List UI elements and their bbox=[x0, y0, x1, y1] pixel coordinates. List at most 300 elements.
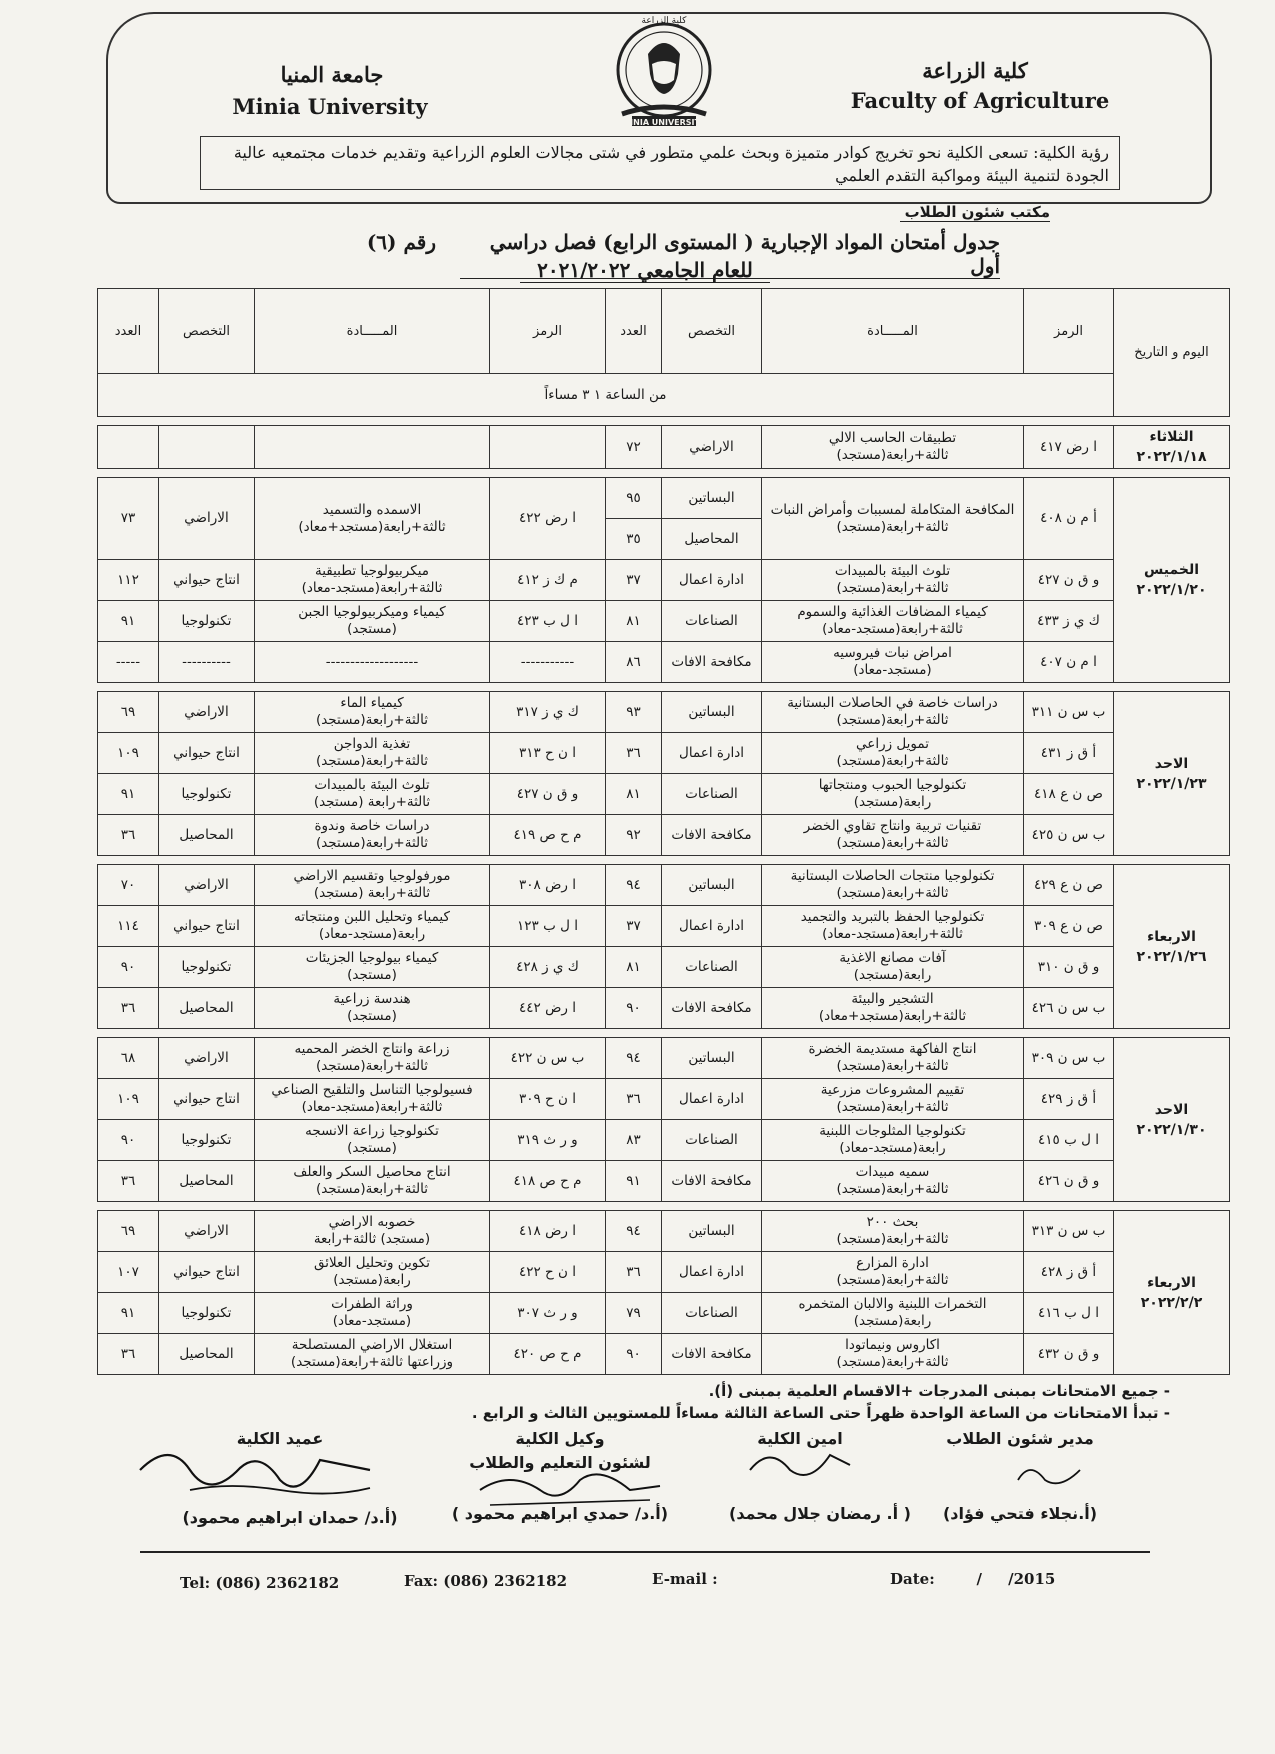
subject-name: بحث ٢٠٠ bbox=[866, 1214, 919, 1230]
subject-level: ثالثة+رابعة(مستجد) bbox=[836, 1231, 949, 1247]
specialization: البساتين bbox=[662, 692, 762, 733]
subject-name: زراعة وانتاج الخضر المحميه bbox=[294, 1041, 450, 1057]
subject-cell bbox=[255, 815, 490, 856]
subject-cell bbox=[255, 1334, 490, 1375]
subject-name: تمويل زراعي bbox=[856, 736, 929, 752]
subject-level: ثالثة+رابعة(مستجد) bbox=[836, 447, 949, 463]
subject-level: (مستجد) ثالثة+رابعة bbox=[313, 1231, 431, 1247]
subject-level: ثالثة+رابعة(مستجد) bbox=[836, 580, 949, 596]
subject-level: رابعة(مستجد) bbox=[853, 1313, 932, 1329]
student-count: ٣٦ bbox=[98, 1161, 159, 1202]
university-name-en: Minia University bbox=[232, 94, 428, 119]
course-code: أ ق ز ٤٣١ bbox=[1024, 733, 1114, 774]
separator-cell bbox=[98, 856, 1230, 865]
separator-cell bbox=[98, 469, 1230, 478]
subject-level: ثالثة+رابعة(مستجد) bbox=[836, 835, 949, 851]
subject-level: وزراعتها ثالثة+رابعة(مستجد) bbox=[290, 1354, 454, 1370]
header-subject: المـــــادة bbox=[762, 289, 1024, 374]
table-header-row bbox=[98, 289, 1230, 374]
university-name-ar: جامعة المنيا bbox=[280, 62, 384, 87]
course-code: ب س ن ٤٢٥ bbox=[1024, 815, 1114, 856]
footer-tel: Tel: (086) 2362182 bbox=[180, 1574, 340, 1592]
subject-name: تكنولوجيا الحبوب ومنتجاتها bbox=[818, 777, 967, 793]
subject-cell bbox=[762, 906, 1024, 947]
signature-title-secretary: امين الكلية bbox=[757, 1429, 843, 1448]
student-count bbox=[98, 426, 159, 469]
course-code: أ ق ز ٤٢٩ bbox=[1024, 1079, 1114, 1120]
subject-cell bbox=[762, 478, 1024, 560]
course-code: ا رض ٤٢٢ bbox=[490, 478, 606, 560]
course-code: ا رض ٤٤٢ bbox=[490, 988, 606, 1029]
subject-cell bbox=[255, 478, 490, 560]
course-code: ا رض ٣٠٨ bbox=[490, 865, 606, 906]
table-row bbox=[98, 478, 1230, 519]
subject-name: تكنولوجيا منتجات الحاصلات البستانية bbox=[790, 868, 995, 884]
time-row bbox=[98, 374, 1230, 417]
student-count: ٩١ bbox=[606, 1161, 662, 1202]
subject-level: (مستجد) bbox=[347, 1008, 397, 1024]
student-count: ٨٦ bbox=[606, 642, 662, 683]
student-count: ٧٣ bbox=[98, 478, 159, 560]
subject-name: دراسات خاصة وندوة bbox=[314, 818, 430, 834]
subject-name: امراض نبات فيروسيه bbox=[833, 645, 952, 661]
signature-name-dean: (أ.د/ حمدان ابراهيم محمود) bbox=[182, 1508, 398, 1527]
course-code: و ر ث ٣٠٧ bbox=[490, 1293, 606, 1334]
course-code: ا ن ح ٣٠٩ bbox=[490, 1079, 606, 1120]
specialization: ادارة اعمال bbox=[662, 560, 762, 601]
subject-name: تكنولوجيا الحفظ بالتبريد والتجميد bbox=[800, 909, 985, 925]
day-date-cell bbox=[1114, 1038, 1230, 1202]
subject-level: (مستجد) bbox=[347, 621, 397, 637]
header-day-date: اليوم و التاريخ bbox=[1114, 289, 1230, 417]
student-count: ٨١ bbox=[606, 947, 662, 988]
student-count: ٣٥ bbox=[606, 519, 662, 560]
specialization: انتاج حيواني bbox=[159, 1079, 255, 1120]
subject-level: رابعة(مستجد) bbox=[333, 1272, 411, 1288]
specialization: البساتين bbox=[662, 1211, 762, 1252]
subject-level: ثالثة+رابعة(مستجد) bbox=[315, 753, 429, 769]
table-row bbox=[98, 1038, 1230, 1079]
header-count: العدد bbox=[98, 289, 159, 374]
subject-name: تطبيقات الحاسب الالي bbox=[828, 430, 957, 446]
subject-level: رابعة(مستجد) bbox=[853, 967, 932, 983]
footer-date: Date: / /2015 bbox=[890, 1570, 1056, 1588]
specialization: انتاج حيواني bbox=[159, 1252, 255, 1293]
course-code: ص ن ع ٤١٨ bbox=[1024, 774, 1114, 815]
secretary-signature bbox=[740, 1440, 860, 1490]
signature-title-dean: عميد الكلية bbox=[236, 1429, 324, 1448]
course-code: م ح ص ٤٢٠ bbox=[490, 1334, 606, 1375]
subject-cell bbox=[255, 1211, 490, 1252]
student-affairs-signature bbox=[1010, 1455, 1090, 1495]
specialization: الاراضي bbox=[159, 865, 255, 906]
schedule-number: رقم (٦) bbox=[366, 230, 436, 254]
vision-box bbox=[200, 136, 1120, 190]
student-count: ١٠٩ bbox=[98, 1079, 159, 1120]
specialization: انتاج حيواني bbox=[159, 906, 255, 947]
subject-cell bbox=[762, 1079, 1024, 1120]
day-separator bbox=[98, 683, 1230, 692]
subject-cell bbox=[762, 774, 1024, 815]
student-count: ٣٦ bbox=[606, 733, 662, 774]
course-code: ب س ن ٣١١ bbox=[1024, 692, 1114, 733]
table-row bbox=[98, 906, 1230, 947]
specialization: الصناعات bbox=[662, 947, 762, 988]
subject-level: ثالثة+رابعة(مستجد) bbox=[315, 1181, 429, 1197]
course-code: ب س ن ٣١٣ bbox=[1024, 1211, 1114, 1252]
footer-fax: Fax: (086) 2362182 bbox=[404, 1572, 568, 1590]
subject-cell bbox=[762, 1334, 1024, 1375]
course-code: م ح ص ٤١٩ bbox=[490, 815, 606, 856]
course-code: و ق ن ٣١٠ bbox=[1024, 947, 1114, 988]
subject-level: ثالثة+رابعة(مستجد) bbox=[315, 1058, 429, 1074]
specialization: البساتين bbox=[662, 478, 762, 519]
day-name: الاربعاء bbox=[1147, 928, 1196, 945]
table-row bbox=[98, 1120, 1230, 1161]
table-row bbox=[98, 1079, 1230, 1120]
specialization: ادارة اعمال bbox=[662, 1252, 762, 1293]
faculty-logo bbox=[608, 14, 720, 132]
specialization bbox=[159, 426, 255, 469]
student-count: ٦٨ bbox=[98, 1038, 159, 1079]
specialization: تكنولوجيا bbox=[159, 947, 255, 988]
subject-cell bbox=[255, 1120, 490, 1161]
subject-level: ثالثة+رابعة(مستجد-معاد) bbox=[822, 926, 963, 942]
dean-signature bbox=[130, 1430, 390, 1510]
table-row bbox=[98, 426, 1230, 469]
specialization: المحاصيل bbox=[159, 1334, 255, 1375]
table-row bbox=[98, 1293, 1230, 1334]
subject-cell bbox=[762, 947, 1024, 988]
student-count: ١٠٧ bbox=[98, 1252, 159, 1293]
subject-name: التشجير والبيئة bbox=[851, 991, 934, 1007]
subject-cell bbox=[255, 692, 490, 733]
student-count: ٩٣ bbox=[606, 692, 662, 733]
subject-level: ثالثة+رابعة(مستجد+معاد) bbox=[818, 1008, 967, 1024]
subject-cell bbox=[255, 1079, 490, 1120]
student-count: ٩٠ bbox=[606, 1334, 662, 1375]
student-count: ٩١ bbox=[98, 601, 159, 642]
subject-level: ثالثة+رابعة(مستجد) bbox=[836, 753, 949, 769]
table-row bbox=[98, 865, 1230, 906]
subject-cell bbox=[255, 1161, 490, 1202]
course-code: ----------- bbox=[490, 642, 606, 683]
signature-subtitle-vice-dean: لشئون التعليم والطلاب bbox=[469, 1453, 651, 1472]
student-count: ٧٢ bbox=[606, 426, 662, 469]
table-row bbox=[98, 947, 1230, 988]
student-count: ١١٢ bbox=[98, 560, 159, 601]
student-count: ٩٠ bbox=[606, 988, 662, 1029]
table-row bbox=[98, 1252, 1230, 1293]
subject-name: آفات مصانع الاغذية bbox=[839, 950, 946, 966]
separator-cell bbox=[98, 1029, 1230, 1038]
course-code: و ق ن ٤٣٢ bbox=[1024, 1334, 1114, 1375]
course-code: ص ن ع ٣٠٩ bbox=[1024, 906, 1114, 947]
exam-date: ٢٠٢٢/٢/٢ bbox=[1140, 1294, 1203, 1311]
student-count: ٣٦ bbox=[98, 815, 159, 856]
subject-cell bbox=[762, 692, 1024, 733]
day-name: الثلاثاء bbox=[1149, 429, 1194, 445]
separator-cell bbox=[98, 417, 1230, 426]
student-count: ٩٠ bbox=[98, 947, 159, 988]
table-row bbox=[98, 815, 1230, 856]
signature-name-secretary: ( أ. رمضان جلال محمد) bbox=[729, 1504, 911, 1523]
subject-level: ثالثة+رابعة(مستجد) bbox=[836, 1272, 949, 1288]
specialization: ادارة اعمال bbox=[662, 733, 762, 774]
signature-title-vice-dean: وكيل الكلية bbox=[515, 1429, 605, 1448]
student-count: ١١٤ bbox=[98, 906, 159, 947]
subject-level: ثالثة+رابعة(مستجد) bbox=[836, 1058, 949, 1074]
subject-name: انتاج الفاكهة مستديمة الخضرة bbox=[808, 1041, 977, 1057]
course-code: ك ي ز ٤٢٨ bbox=[490, 947, 606, 988]
day-separator bbox=[98, 1029, 1230, 1038]
table-row bbox=[98, 560, 1230, 601]
subject-cell bbox=[762, 988, 1024, 1029]
subject-name: تلوث البيئة بالمبيدات bbox=[314, 777, 430, 793]
subject-level: (مستجد-معاد) bbox=[332, 1313, 412, 1329]
subject-name: استغلال الاراضي المستصلحة bbox=[291, 1337, 453, 1353]
subject-name: التخمرات اللبنية والالبان المتخمره bbox=[798, 1296, 987, 1312]
subject-name: تقييم المشروعات مزرعية bbox=[820, 1082, 965, 1098]
subject-name: انتاج محاصيل السكر والعلف bbox=[293, 1164, 451, 1180]
exam-time: من الساعة ١ ٣ مساءاً bbox=[98, 374, 1114, 417]
subject-name: وراثة الطفرات bbox=[331, 1296, 413, 1312]
course-code: ك ي ز ٣١٧ bbox=[490, 692, 606, 733]
student-count: ٩١ bbox=[98, 774, 159, 815]
student-count: ٦٩ bbox=[98, 1211, 159, 1252]
subject-level: ثالثة+رابعة(مستجد-معاد) bbox=[301, 1099, 443, 1115]
specialization: الاراضي bbox=[159, 478, 255, 560]
subject-cell bbox=[255, 947, 490, 988]
specialization: تكنولوجيا bbox=[159, 601, 255, 642]
course-code: ا ل ب ٤١٦ bbox=[1024, 1293, 1114, 1334]
subject-level: ثالثة+رابعة(مستجد) bbox=[836, 518, 949, 535]
office-label: مكتب شئون الطلاب bbox=[900, 203, 1050, 222]
student-count: ٨١ bbox=[606, 601, 662, 642]
day-separator bbox=[98, 469, 1230, 478]
subject-level: ثالثة+رابعة (مستجد) bbox=[313, 794, 431, 810]
subject-level: ثالثة+رابعة (مستجد) bbox=[313, 885, 431, 901]
exam-date: ٢٠٢٢/١/٢٠ bbox=[1136, 582, 1207, 598]
day-name: الاحد bbox=[1154, 755, 1189, 772]
header-subject: المـــــادة bbox=[255, 289, 490, 374]
student-count: ٣٦ bbox=[98, 988, 159, 1029]
course-code: م ح ص ٤١٨ bbox=[490, 1161, 606, 1202]
header-count: العدد bbox=[606, 289, 662, 374]
course-code: و ق ن ٤٢٧ bbox=[1024, 560, 1114, 601]
academic-year: للعام الجامعي ٢٠٢١/٢٠٢٢ bbox=[520, 258, 770, 283]
exam-date: ٢٠٢٢/١/١٨ bbox=[1136, 449, 1207, 465]
specialization: ادارة اعمال bbox=[662, 906, 762, 947]
subject-level: ثالثة+رابعة(مستجد-معاد) bbox=[301, 580, 443, 596]
subject-level: (مستجد-معاد) bbox=[853, 662, 932, 678]
course-code: أ م ن ٤٠٨ bbox=[1024, 478, 1114, 560]
subject-name: تكنولوجيا زراعة الانسجه bbox=[305, 1123, 439, 1139]
header-code: الرمز bbox=[490, 289, 606, 374]
specialization: الاراضي bbox=[159, 1211, 255, 1252]
subject-name: كيمياء بيولوجيا الجزيئات bbox=[305, 950, 439, 966]
subject-name: تقنيات تربية وانتاج تقاوي الخضر bbox=[803, 818, 982, 834]
table-row bbox=[98, 601, 1230, 642]
subject-name: فسيولوجيا التناسل والتلقيح الصناعي bbox=[271, 1082, 473, 1098]
student-count: ٦٩ bbox=[98, 692, 159, 733]
subject-cell bbox=[255, 426, 490, 469]
day-date-cell bbox=[1114, 478, 1230, 683]
course-code: و ق ن ٤٢٧ bbox=[490, 774, 606, 815]
subject-name: تكوين وتحليل العلائق bbox=[313, 1255, 430, 1271]
footer-rule bbox=[140, 1551, 1150, 1553]
subject-cell bbox=[762, 1293, 1024, 1334]
subject-level: ثالثة+رابعة(مستجد) bbox=[315, 835, 429, 851]
table-row bbox=[98, 1211, 1230, 1252]
course-code: و ر ث ٣١٩ bbox=[490, 1120, 606, 1161]
student-count: ٣٧ bbox=[606, 560, 662, 601]
student-count: ٣٦ bbox=[606, 1252, 662, 1293]
subject-level: ثالثة+رابعة(مستجد) bbox=[836, 712, 949, 728]
specialization: المحاصيل bbox=[159, 815, 255, 856]
specialization: مكافحة الافات bbox=[662, 1161, 762, 1202]
day-date-cell bbox=[1114, 865, 1230, 1029]
subject-level: ثالثة+رابعة(مستجد) bbox=[836, 885, 949, 901]
subject-cell bbox=[255, 774, 490, 815]
subject-level: ثالثة+رابعة(مستجد-معاد) bbox=[822, 621, 963, 637]
exam-date: ٢٠٢٢/١/٢٦ bbox=[1136, 948, 1207, 965]
student-count: ٧٩ bbox=[606, 1293, 662, 1334]
subject-cell bbox=[762, 865, 1024, 906]
subject-level: (مستجد) bbox=[347, 1140, 397, 1156]
table-row bbox=[98, 1161, 1230, 1202]
specialization: مكافحة الافات bbox=[662, 988, 762, 1029]
subject-name: كيمياء وتحليل اللبن ومنتجاته bbox=[294, 909, 450, 925]
subject-name: كيمياء وميكربيولوجيا الجبن bbox=[298, 604, 446, 620]
specialization: مكافحة الافات bbox=[662, 815, 762, 856]
student-count: ٩٤ bbox=[606, 1038, 662, 1079]
header-specialization: التخصص bbox=[662, 289, 762, 374]
subject-cell bbox=[255, 733, 490, 774]
course-code: ب س ن ٣٠٩ bbox=[1024, 1038, 1114, 1079]
specialization: الاراضي bbox=[159, 1038, 255, 1079]
subject-cell bbox=[255, 1293, 490, 1334]
subject-cell bbox=[762, 560, 1024, 601]
subject-name: دراسات خاصة في الحاصلات البستانية bbox=[787, 695, 998, 711]
subject-cell bbox=[762, 733, 1024, 774]
specialization: الصناعات bbox=[662, 1293, 762, 1334]
course-code: ص ن ع ٤٢٩ bbox=[1024, 865, 1114, 906]
signature-name-student-affairs: (أ.نجلاء فتحي فؤاد) bbox=[942, 1504, 1098, 1523]
specialization: ادارة اعمال bbox=[662, 1079, 762, 1120]
course-code bbox=[490, 426, 606, 469]
day-separator bbox=[98, 1202, 1230, 1211]
student-count: ٨٣ bbox=[606, 1120, 662, 1161]
student-count: ٩٢ bbox=[606, 815, 662, 856]
course-code: ا ل ب ٤١٥ bbox=[1024, 1120, 1114, 1161]
specialization: الاراضي bbox=[159, 692, 255, 733]
student-count: ----- bbox=[98, 642, 159, 683]
subject-name: ------------------- bbox=[325, 653, 419, 670]
subject-name: ميكربيولوجيا تطبيقية bbox=[314, 563, 430, 579]
student-count: ٩٠ bbox=[98, 1120, 159, 1161]
faculty-name-ar: كلية الزراعة bbox=[922, 58, 1028, 83]
subject-level: رابعة(مستجد-معاد) bbox=[839, 1140, 946, 1156]
day-date-cell bbox=[1114, 1211, 1230, 1375]
student-count: ٣٦ bbox=[606, 1079, 662, 1120]
subject-name: هندسة زراعية bbox=[333, 991, 411, 1007]
course-code: أ ق ز ٤٢٨ bbox=[1024, 1252, 1114, 1293]
subject-name: تلوث البيئة بالمبيدات bbox=[834, 563, 951, 579]
specialization: الصناعات bbox=[662, 601, 762, 642]
student-count: ٩٥ bbox=[606, 478, 662, 519]
exam-date: ٢٠٢٢/١/٣٠ bbox=[1136, 1121, 1207, 1138]
course-code: ا ن ح ٣١٣ bbox=[490, 733, 606, 774]
student-count: ٩٤ bbox=[606, 865, 662, 906]
subject-name: كيمياء المضافات الغذائية والسموم bbox=[797, 604, 988, 620]
table-row bbox=[98, 774, 1230, 815]
course-code: ا ل ب ٤٢٣ bbox=[490, 601, 606, 642]
subject-cell bbox=[762, 815, 1024, 856]
vision-statement: رؤية الكلية: تسعى الكلية نحو تخريج كوادر متميزة وبحث علمي متطور في شتى مجالات العلوم الزراعية وتقديم خدمات مجتمعيه عالية الجودة لتنمية البيئة ومواكبة التقدم العلمي bbox=[233, 143, 1109, 185]
specialization: ---------- bbox=[159, 642, 255, 683]
subject-cell bbox=[255, 560, 490, 601]
subject-name: سميه مبيدات bbox=[855, 1164, 930, 1180]
subject-cell bbox=[255, 865, 490, 906]
specialization: المحاصيل bbox=[662, 519, 762, 560]
note-item: - تبدأ الامتحانات من الساعة الواحدة ظهراً حتى الساعة الثالثة مساءاً للمستويين الثالث و الرابع . bbox=[471, 1404, 1170, 1422]
course-code: ا ن ح ٤٢٢ bbox=[490, 1252, 606, 1293]
logo-arc-text: كلية الزراعة bbox=[641, 16, 687, 26]
course-code: ب س ن ٤٢٦ bbox=[1024, 988, 1114, 1029]
subject-level: ثالثة+رابعة(مستجد) bbox=[836, 1099, 949, 1115]
subject-cell bbox=[762, 1120, 1024, 1161]
table-row bbox=[98, 692, 1230, 733]
student-count: ٧٠ bbox=[98, 865, 159, 906]
subject-cell bbox=[255, 1038, 490, 1079]
specialization: مكافحة الافات bbox=[662, 1334, 762, 1375]
course-code: ك ي ز ٤٣٣ bbox=[1024, 601, 1114, 642]
footer-email: E-mail : bbox=[652, 1570, 718, 1588]
signature-name-vice-dean: (أ.د/ حمدي ابراهيم محمود ) bbox=[451, 1504, 669, 1523]
subject-cell bbox=[762, 426, 1024, 469]
course-code: ا رض ٤١٧ bbox=[1024, 426, 1114, 469]
course-code: ا رض ٤١٨ bbox=[490, 1211, 606, 1252]
subject-cell bbox=[762, 642, 1024, 683]
signature-title-student-affairs: مدير شئون الطلاب bbox=[946, 1429, 1094, 1448]
course-code: م ك ز ٤١٢ bbox=[490, 560, 606, 601]
specialization: انتاج حيواني bbox=[159, 733, 255, 774]
specialization: تكنولوجيا bbox=[159, 1120, 255, 1161]
day-name: الاربعاء bbox=[1147, 1274, 1196, 1291]
day-date-cell bbox=[1114, 692, 1230, 856]
student-count: ٩٤ bbox=[606, 1211, 662, 1252]
table-row bbox=[98, 1334, 1230, 1375]
day-name: الاحد bbox=[1154, 1101, 1189, 1118]
header-code: الرمز bbox=[1024, 289, 1114, 374]
specialization: مكافحة الافات bbox=[662, 642, 762, 683]
course-code: و ق ن ٤٢٦ bbox=[1024, 1161, 1114, 1202]
table-row bbox=[98, 642, 1230, 683]
subject-cell bbox=[255, 906, 490, 947]
faculty-name-en: Faculty of Agriculture bbox=[850, 88, 1110, 113]
student-count: ٣٦ bbox=[98, 1334, 159, 1375]
subject-name: مورفولوجيا وتقسيم الاراضي bbox=[293, 868, 451, 884]
day-separator bbox=[98, 417, 1230, 426]
subject-name: خصوبه الاراضي bbox=[328, 1214, 416, 1230]
subject-level: ثالثة+رابعة(مستجد) bbox=[836, 1354, 949, 1370]
subject-cell bbox=[762, 601, 1024, 642]
notes bbox=[470, 1380, 1170, 1424]
separator-cell bbox=[98, 683, 1230, 692]
subject-cell bbox=[255, 601, 490, 642]
specialization: تكنولوجيا bbox=[159, 1293, 255, 1334]
